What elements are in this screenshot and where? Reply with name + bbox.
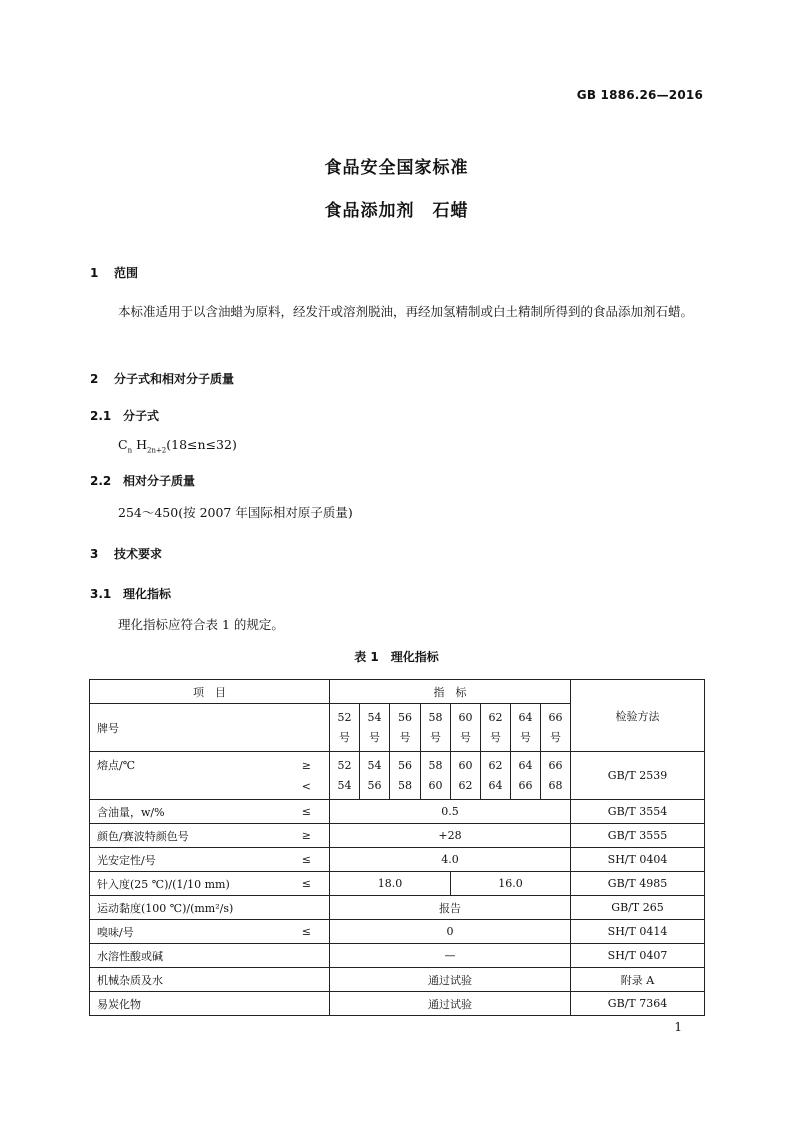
table-row-light-stability xyxy=(90,848,705,872)
needle-value-b: 16.0 xyxy=(451,872,571,896)
row-method: GB/T 3554 xyxy=(571,800,705,824)
grade-62: 62 号 xyxy=(481,704,511,752)
row-label: 嗅味/号 xyxy=(97,925,134,939)
section-3-heading xyxy=(90,545,162,562)
row-method: SH/T 0404 xyxy=(571,848,705,872)
melting-66: 66 68 xyxy=(541,752,571,800)
row-value: 0.5 xyxy=(330,800,571,824)
melting-method: GB/T 2539 xyxy=(571,752,705,800)
row-value: 报告 xyxy=(330,896,571,920)
melting-52: 52 54 xyxy=(330,752,360,800)
row-label: 颜色/赛波特颜色号 xyxy=(97,829,189,843)
grade-52: 52 号 xyxy=(330,704,360,752)
row-method: GB/T 7364 xyxy=(571,992,705,1016)
table-row-viscosity xyxy=(90,896,705,920)
header-method: 检验方法 xyxy=(571,680,705,752)
row-symbol: ≥ xyxy=(301,829,311,842)
row-label: 机械杂质及水 xyxy=(97,973,163,987)
row-method: SH/T 0407 xyxy=(571,944,705,968)
grade-66: 66 号 xyxy=(541,704,571,752)
section-title: 相对分子质量 xyxy=(123,474,196,488)
table-row-mechanical-impurities xyxy=(90,968,705,992)
table-row-oil-content xyxy=(90,800,705,824)
melting-64: 64 66 xyxy=(511,752,541,800)
section-number: 2 xyxy=(90,372,99,386)
header-index: 指 标 xyxy=(330,680,571,704)
grade-60: 60 号 xyxy=(451,704,481,752)
grade-54: 54 号 xyxy=(360,704,390,752)
row-symbol: ≤ xyxy=(301,853,311,866)
table-row-melting-point xyxy=(90,752,705,800)
row-value: 0 xyxy=(330,920,571,944)
molecular-mass: 254～450(按 2007 年国际相对原子质量) xyxy=(118,505,353,520)
section-number: 3.1 xyxy=(90,587,112,601)
row-value: 通过试验 xyxy=(330,968,571,992)
specification-table xyxy=(89,679,705,1016)
table-row-odor xyxy=(90,920,705,944)
table-row-water-soluble-acid xyxy=(90,944,705,968)
melting-60: 60 62 xyxy=(451,752,481,800)
standard-number: GB 1886.26—2016 xyxy=(576,88,703,102)
row-label: 含油量，w/% xyxy=(97,805,165,819)
row-label: 光安定性/号 xyxy=(97,853,156,867)
melting-symbols: ≥ < xyxy=(301,758,311,793)
table-row-needle-penetration xyxy=(90,872,705,896)
section-number: 1 xyxy=(90,266,99,280)
row-value: 4.0 xyxy=(330,848,571,872)
row-symbol: ≤ xyxy=(301,805,311,818)
section-1-body: 本标准适用于以含油蜡为原料，经发汗或溶剂脱油，再经加氢精制或白土精制所得到的食品添加剂石蜡。 xyxy=(118,304,694,319)
section-number: 3 xyxy=(90,547,99,561)
row-method: GB/T 265 xyxy=(571,896,705,920)
grade-58: 58 号 xyxy=(421,704,451,752)
grade-label: 牌号 xyxy=(90,704,330,752)
section-title: 范围 xyxy=(114,266,139,280)
section-2-heading xyxy=(90,370,234,387)
section-number: 2.2 xyxy=(90,474,112,488)
row-symbol: ≤ xyxy=(301,925,311,938)
row-label: 水溶性酸或碱 xyxy=(97,949,163,963)
section-title: 技术要求 xyxy=(114,547,163,561)
molecular-formula: $C_n$ $H_{2n+2}(18\le n\le 32)$ xyxy=(118,437,237,455)
section-title: 分子式 xyxy=(123,409,160,423)
grade-64: 64 号 xyxy=(511,704,541,752)
document-subtitle: 食品添加剂 石蜡 xyxy=(324,201,469,221)
table-caption: 表 1 理化指标 xyxy=(354,650,439,664)
row-value: 通过试验 xyxy=(330,992,571,1016)
row-label: 易炭化物 xyxy=(97,997,141,1011)
section-1-heading xyxy=(90,264,138,281)
table-row-carbonizable xyxy=(90,992,705,1016)
page-number: 1 xyxy=(674,1020,682,1034)
section-3-1-heading xyxy=(90,585,171,602)
row-value: +28 xyxy=(330,824,571,848)
section-2-1-heading xyxy=(90,407,159,424)
section-title: 分子式和相对分子质量 xyxy=(114,372,235,386)
melting-56: 56 58 xyxy=(390,752,421,800)
row-label: 针入度(25 ℃)/(1/10 mm) xyxy=(97,877,230,891)
row-value: — xyxy=(330,944,571,968)
section-number: 2.1 xyxy=(90,409,112,423)
melting-54: 54 56 xyxy=(360,752,390,800)
document-title: 食品安全国家标准 xyxy=(324,158,469,178)
row-label: 运动黏度(100 ℃)/(mm²/s) xyxy=(97,901,234,915)
section-2-2-heading xyxy=(90,472,195,489)
melting-label-cell xyxy=(90,752,330,800)
needle-value-a: 18.0 xyxy=(330,872,451,896)
row-symbol: ≤ xyxy=(301,877,311,890)
section-3-1-body: 理化指标应符合表 1 的规定。 xyxy=(118,617,284,632)
row-method: GB/T 3555 xyxy=(571,824,705,848)
table-row-color xyxy=(90,824,705,848)
row-method: 附录 A xyxy=(571,968,705,992)
section-title: 理化指标 xyxy=(123,587,172,601)
row-method: SH/T 0414 xyxy=(571,920,705,944)
grade-56: 56 号 xyxy=(390,704,421,752)
row-method: GB/T 4985 xyxy=(571,872,705,896)
melting-58: 58 60 xyxy=(421,752,451,800)
header-item: 项 目 xyxy=(90,680,330,704)
melting-label: 熔点/℃ xyxy=(97,758,136,772)
melting-62: 62 64 xyxy=(481,752,511,800)
